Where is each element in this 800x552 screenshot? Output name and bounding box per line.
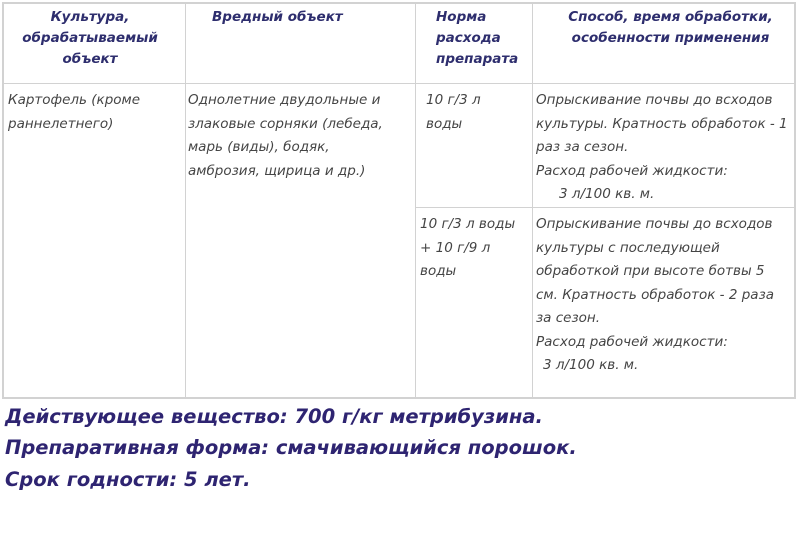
header-method: Способ, время обработки, особенности применения xyxy=(533,4,795,84)
table-row xyxy=(4,84,795,208)
cell-norm-1: 10 г/3 л воды xyxy=(416,84,533,208)
cell-method-1: Опрыскивание почвы до всходов культуры. Кратность обработок - 1 раз за сезон. Расход рабочей жидкости: 3 л/100 кв. м. xyxy=(533,84,795,208)
table-header-row xyxy=(4,4,795,84)
cell-norm-2: 10 г/3 л воды + 10 г/9 л воды xyxy=(416,208,533,398)
cell-crop: Картофель (кроме раннелетнего) xyxy=(4,84,186,398)
cell-method-2: Опрыскивание почвы до всходов культуры с последующей обработкой при высоте ботвы 5 см. Кратность обработок - 2 раза за сезон. Расход рабочей жидкости: 3 л/100 кв. м. xyxy=(533,208,795,398)
header-pest: Вредный объект xyxy=(186,4,416,84)
active-substance-text: Действующее вещество: 700 г/кг метрибузина. xyxy=(5,405,543,428)
application-table xyxy=(2,2,796,399)
shelf-life-text: Срок годности: 5 лет. xyxy=(5,468,251,491)
formulation-text: Препаративная форма: смачивающийся порошок. xyxy=(5,436,577,459)
header-norm: Норма расхода препарата xyxy=(416,4,533,84)
cell-pest: Однолетние двудольные и злаковые сорняки (лебеда, марь (виды), бодяк, амброзия, щирица и др.) xyxy=(186,84,416,398)
header-crop: Культура, обрабатываемый объект xyxy=(4,4,186,84)
